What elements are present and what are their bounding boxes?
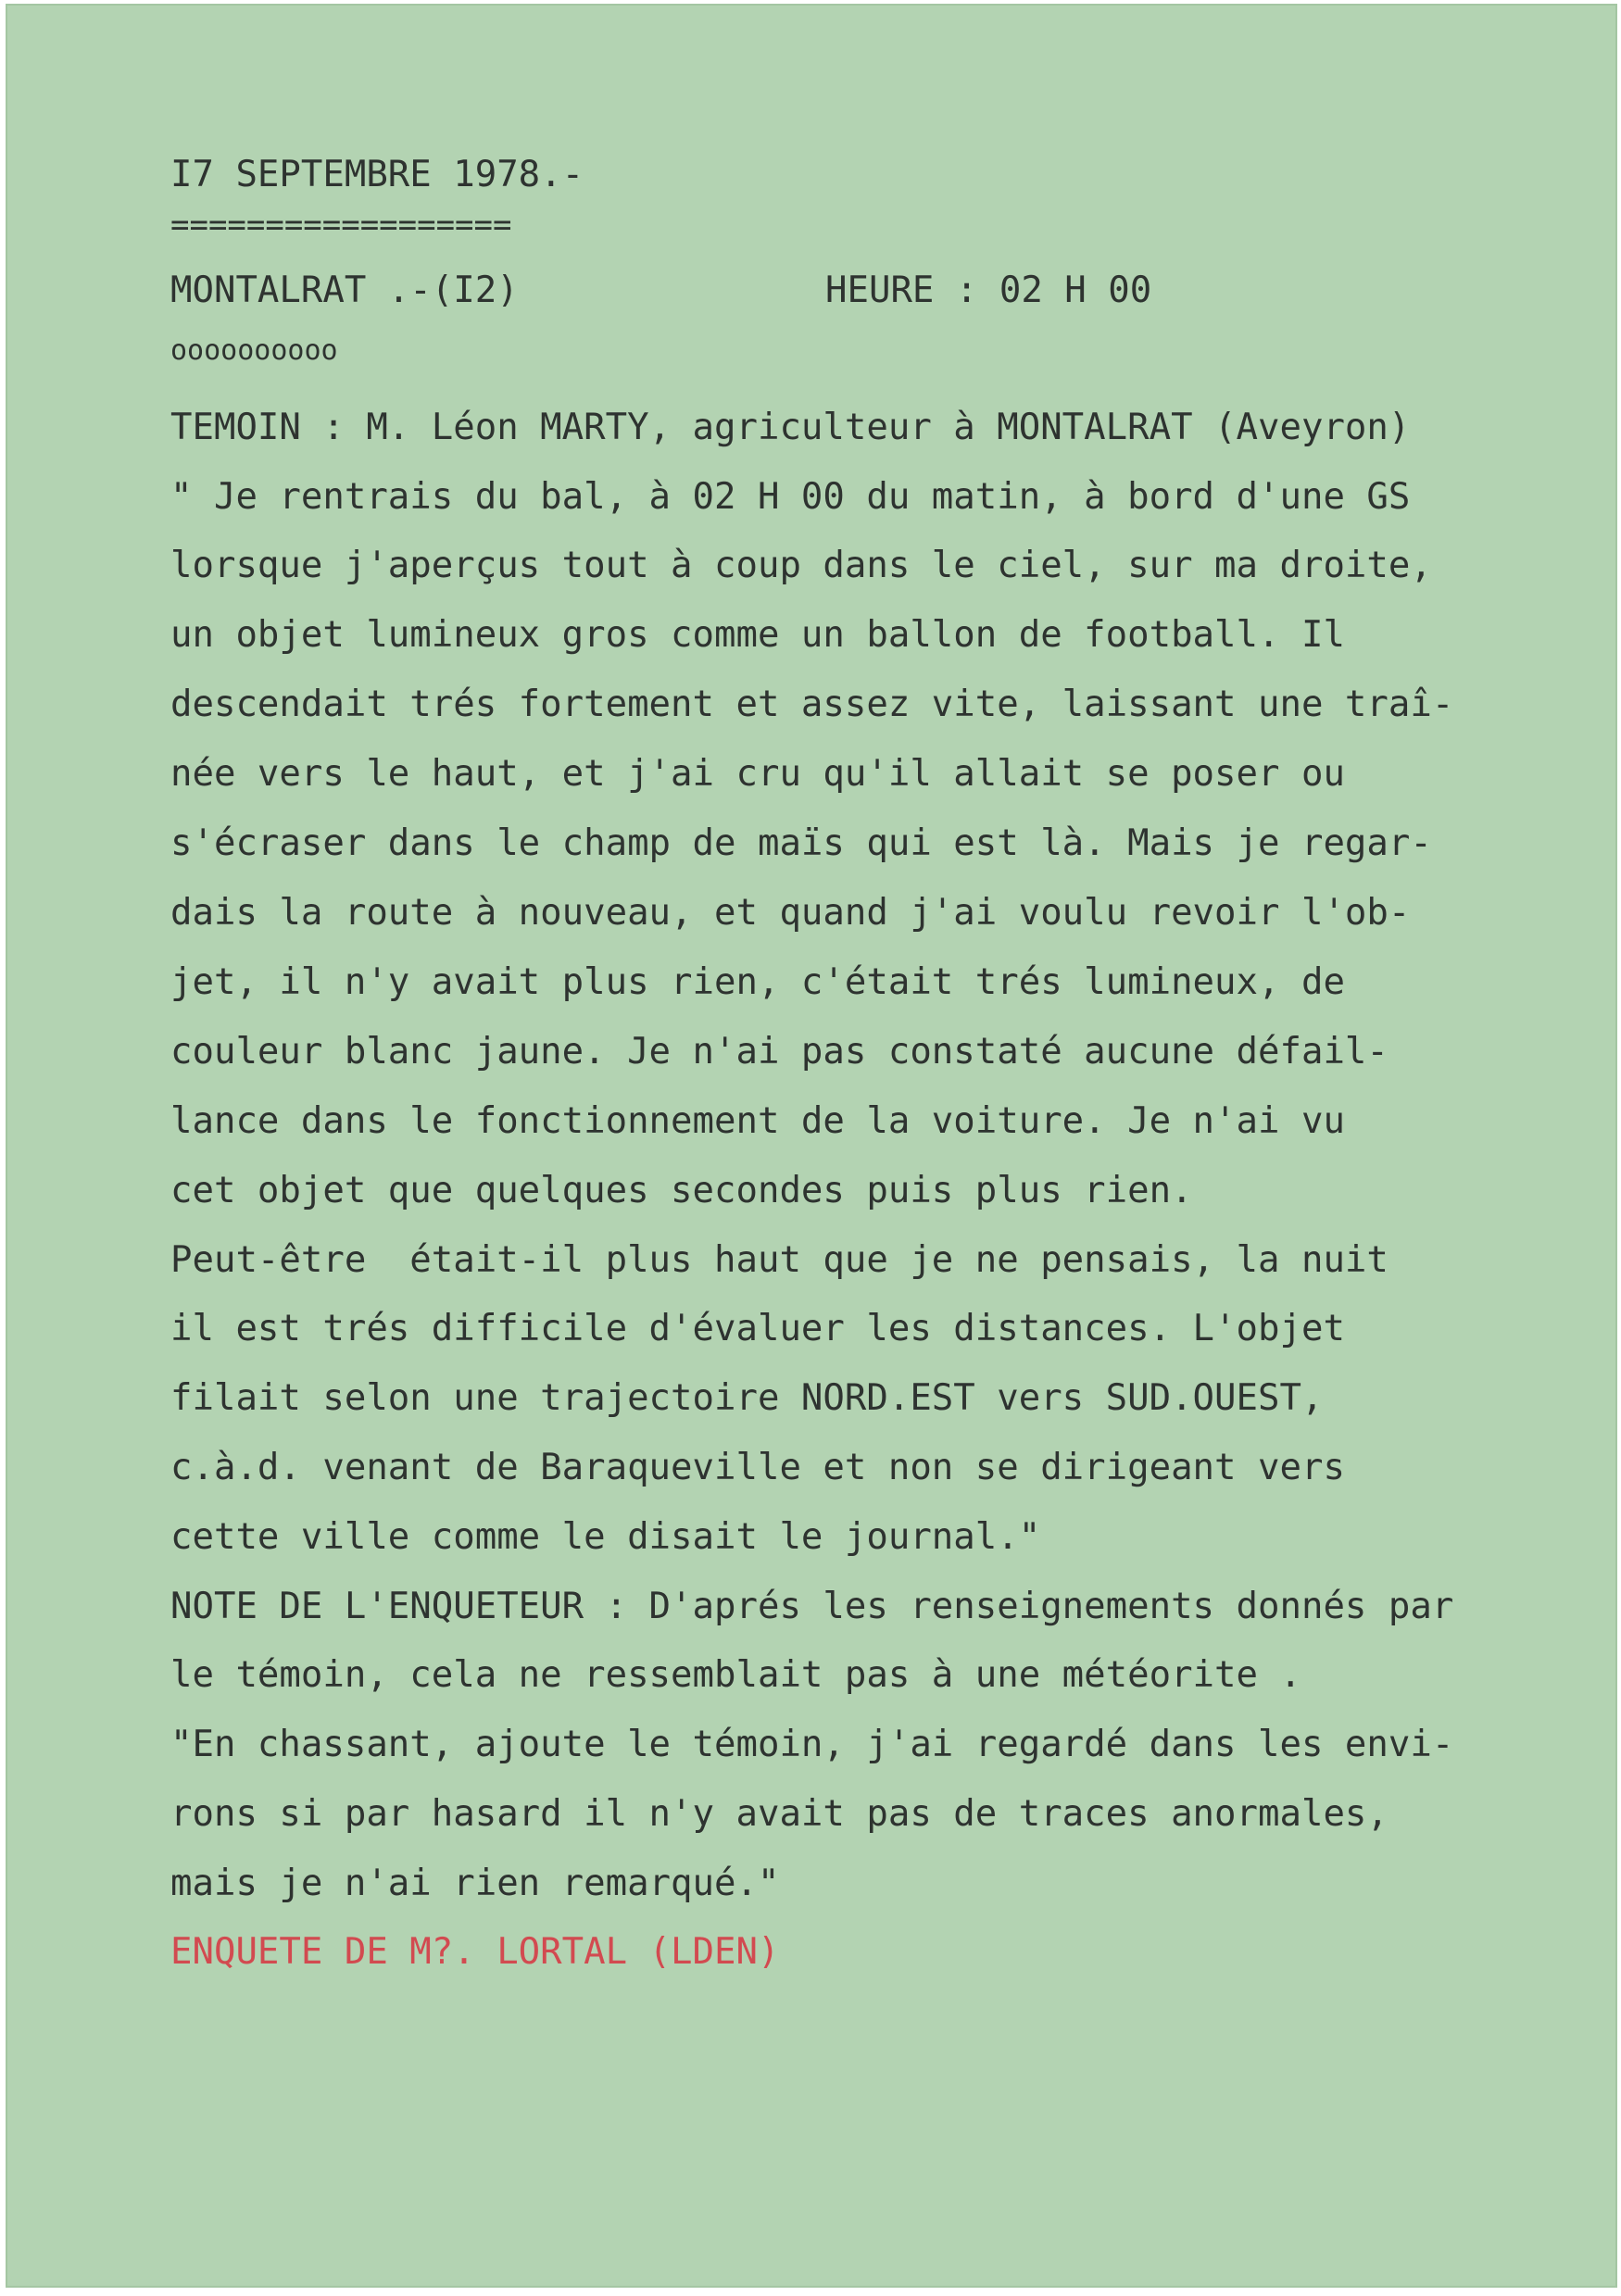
body-line: "En chassant, ajoute le témoin, j'ai regardé dans les envi-	[170, 1724, 1454, 1765]
body-line: mais je n'ai rien remarqué."	[170, 1863, 780, 1904]
body-line: c.à.d. venant de Baraqueville et non se dirigeant vers	[170, 1447, 1345, 1488]
body-line: lorsque j'aperçus tout à coup dans le ciel, sur ma droite,	[170, 545, 1432, 586]
body-line: cette ville comme le disait le journal."	[170, 1516, 1041, 1558]
body-line: couleur blanc jaune. Je n'ai pas constaté aucune défail-	[170, 1031, 1389, 1073]
body-line: le témoin, cela ne ressemblait pas à une météorite .	[170, 1654, 1301, 1696]
body-line: lance dans le fonctionnement de la voiture. Je n'ai vu	[170, 1100, 1345, 1142]
body-line: un objet lumineux gros comme un ballon de football. Il	[170, 614, 1345, 656]
body-line: dais la route à nouveau, et quand j'ai voulu revoir l'ob-	[170, 892, 1411, 934]
report-place: MONTALRAT .-(I2)	[170, 270, 519, 311]
body-line: Peut-être était-il plus haut que je ne pensais, la nuit	[170, 1239, 1389, 1281]
body-line: s'écraser dans le champ de maïs qui est là. Mais je regar-	[170, 822, 1432, 864]
body-line: TEMOIN : M. Léon MARTY, agriculteur à MONTALRAT (Aveyron)	[170, 407, 1411, 448]
body-line: NOTE DE L'ENQUETEUR : D'aprés les renseignements donnés par	[170, 1586, 1454, 1627]
place-underline: oooooooooo	[170, 334, 338, 367]
report-hour: HEURE : 02 H 00	[825, 270, 1152, 311]
document-sheet	[6, 4, 1617, 2288]
body-line: jet, il n'y avait plus rien, c'était trés lumineux, de	[170, 961, 1345, 1003]
body-line: filait selon une trajectoire NORD.EST vers SUD.OUEST,	[170, 1377, 1324, 1419]
report-date: I7 SEPTEMBRE 1978.-	[170, 154, 584, 195]
body-line: rons si par hasard il n'y avait pas de traces anormales,	[170, 1793, 1389, 1835]
investigator-note: ENQUETE DE M?. LORTAL (LDEN)	[170, 1931, 780, 1973]
body-line: " Je rentrais du bal, à 02 H 00 du matin, à bord d'une GS	[170, 476, 1411, 518]
body-line: cet objet que quelques secondes puis plus rien.	[170, 1170, 1193, 1211]
body-line: il est trés difficile d'évaluer les distances. L'objet	[170, 1308, 1345, 1349]
body-line: descendait trés fortement et assez vite, laissant une traî-	[170, 684, 1454, 725]
body-line: née vers le haut, et j'ai cru qu'il allait se poser ou	[170, 753, 1345, 795]
date-underline: ==================	[170, 207, 512, 244]
